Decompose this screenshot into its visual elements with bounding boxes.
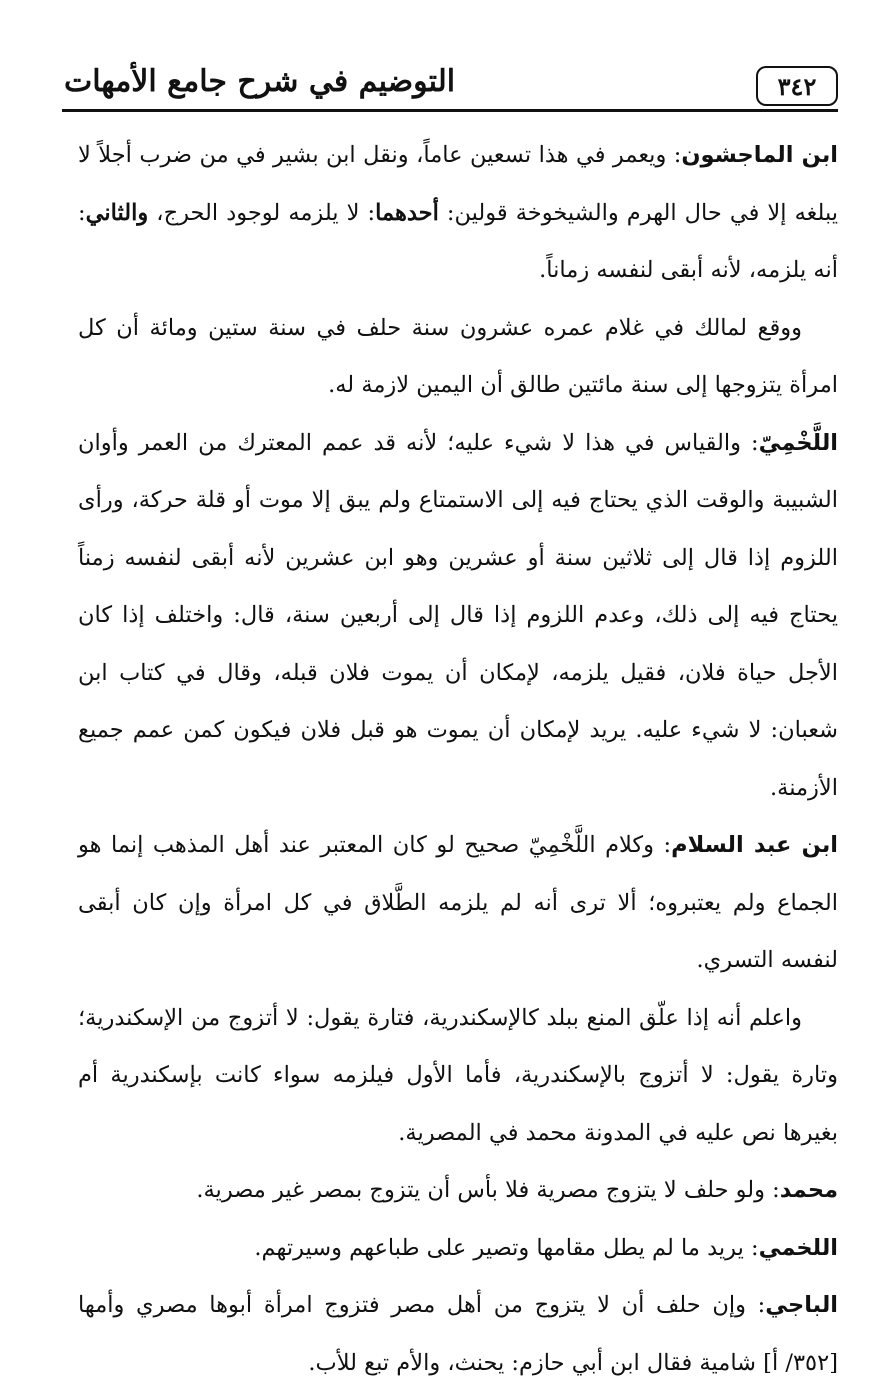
speaker-label: ابن الماجشون: [681, 142, 838, 168]
paragraph-malik: [78, 300, 838, 415]
paragraph-alexandria: [78, 990, 838, 1163]
page-header: [62, 60, 838, 112]
page-number-box: [756, 66, 838, 106]
paragraph-text: : ولو حلف لا يتزوج مصرية فلا بأس أن يتزوج بمصر غير مصرية.: [196, 1177, 780, 1203]
paragraph-text: : أنه يلزمه، لأنه أبقى لنفسه زماناً.: [78, 199, 838, 283]
speaker-label: اللخمي: [758, 1234, 838, 1261]
paragraph-text: : والقياس في هذا لا شيء عليه؛ لأنه قد عمم المعترك من العمر وأوان الشبيبة والوقت الذي يحتاج فيه إلى الاستمتاع ولم يبق إلا موت أو قلة حركة، ورأى اللزوم إذا قال إلى ثلاثين سنة أو عشرين وهو ابن عشرين لأنه أبقى لنفسه زمناً يحتاج فيه إلى ذلك، وعدم اللزوم إذا قال إلى أربعين سنة، قال: واختلف إذا كان الأجل حياة فلان، فقيل يلزمه، لإمكان أن يموت فلان قبله، وقال في كتاب ابن شعبان: لا شيء عليه. يريد لإمكان أن يموت هو قبل فلان فيكون كمن عمم جميع الأزمنة.: [78, 429, 838, 801]
speaker-label: الباجي: [765, 1292, 838, 1318]
paragraph-text: : وكلام اللَّخْمِيّ صحيح لو كان المعتبر عند أهل المذهب إنما هو الجماع ولم يعتبروه؛ ألا ترى أنه لم يلزمه الطَّلاق في كل امرأة وإن كان أبقى لنفسه التسري.: [78, 832, 838, 973]
running-title: التوضيم في شرح جامع الأمهات: [64, 64, 456, 99]
paragraph-text: ووقع لمالك في غلام عمره عشرون سنة حلف في سنة ستين ومائة أن كل امرأة يتزوجها إلى سنة مائتين طالق أن اليمين لازمة له.: [78, 314, 838, 398]
paragraph-text: : ويعمر في هذا تسعين عاماً، ونقل ابن بشير في من ضرب أجلاً لا يبلغه إلا في حال الهرم والشيخوخة قولين:: [78, 142, 839, 226]
term-label: والثاني: [85, 199, 149, 226]
page-body: [78, 127, 838, 1392]
paragraph-baji: [78, 1277, 838, 1392]
paragraph-text: : لا يلزمه لوجود الحرج،: [148, 199, 376, 226]
page-number: ٣٤٢: [777, 71, 817, 101]
term-label: أحدهما: [375, 199, 439, 226]
paragraph-text: واعلم أنه إذا علّق المنع ببلد كالإسكندرية، فتارة يقول: لا أتزوج من الإسكندرية؛ وتارة يقول: لا أتزوج بالإسكندرية، فأما الأول فيلزمه سواء كانت بإسكندرية أم بغيرها نص عليه في المدونة محمد في المصرية.: [78, 1004, 838, 1146]
paragraph-muhammad: [78, 1162, 838, 1220]
speaker-label: اللَّخْمِيّ: [758, 429, 838, 456]
paragraph-lakhmi: [78, 415, 838, 818]
paragraph-text: : يريد ما لم يطل مقامها وتصير على طباعهم وسيرتهم.: [254, 1234, 759, 1261]
speaker-label: ابن عبد السلام: [671, 832, 838, 858]
paragraph-lakhmi-2: [78, 1220, 838, 1278]
header-rule: [62, 109, 838, 112]
paragraph-text: : وإن حلف أن لا يتزوج من أهل مصر فتزوج امرأة أبوها مصري وأمها [٣٥٢/ أ] شامية فقال ابن أبي حازم: يحنث، والأم تبع للأب.: [78, 1292, 838, 1376]
paragraph-ibn-abd-assalam: [78, 817, 838, 990]
paragraph-ibn-majishun: [78, 127, 838, 300]
speaker-label: محمد: [779, 1177, 838, 1203]
